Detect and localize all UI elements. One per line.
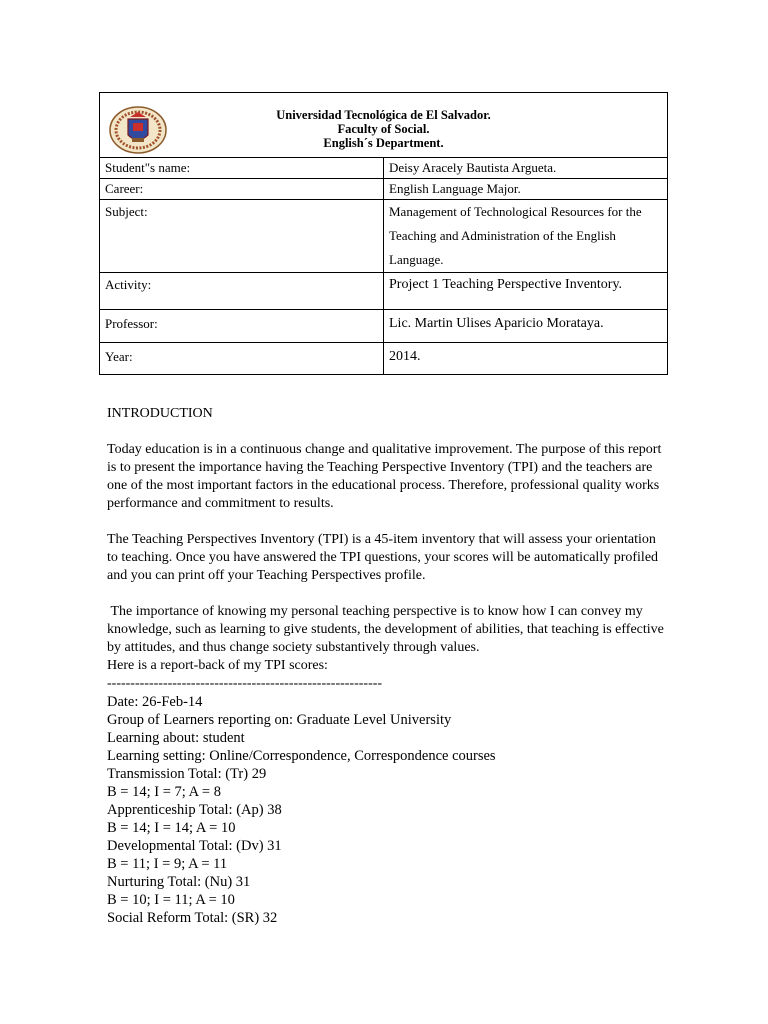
report-intro: Here is a report-back of my TPI scores: xyxy=(107,658,328,673)
activity-value: Project 1 Teaching Perspective Inventory. xyxy=(384,273,668,310)
row-label: Career: xyxy=(100,179,384,200)
year-value: 2014. xyxy=(384,343,668,375)
list-item: B = 11; I = 9; A = 11 xyxy=(107,856,228,872)
list-item: B = 14; I = 14; A = 10 xyxy=(107,820,236,836)
list-item: Nurturing Total: (Nu) 31 xyxy=(107,874,251,890)
row-label: Activity: xyxy=(100,273,384,310)
list-item: Group of Learners reporting on: Graduate Level University xyxy=(107,712,452,728)
table-row xyxy=(100,343,668,375)
list-item: Social Reform Total: (SR) 32 xyxy=(107,910,278,926)
row-label: Professor: xyxy=(100,310,384,343)
list-item: B = 14; I = 7; A = 8 xyxy=(107,784,221,800)
row-label: Student"s name: xyxy=(100,158,384,179)
list-item: Date: 26-Feb-14 xyxy=(107,694,203,710)
student-name-value: Deisy Aracely Bautista Argueta. xyxy=(384,158,668,179)
score-list xyxy=(107,693,667,927)
paragraph: Today education is in a continuous change and qualitative improvement. The purpose of this report is to present the importance having the Teaching Perspective Inventory (TPI) and the teachers are one of the most important factors in the educational process. Therefore, professional quality works performance and commitment to results. xyxy=(107,442,662,511)
faculty-name: Faculty of Social. xyxy=(337,122,430,136)
university-name: Universidad Tecnológica de El Salvador. xyxy=(276,108,491,122)
table-row xyxy=(100,158,668,179)
table-row xyxy=(100,179,668,200)
table-row xyxy=(100,310,668,343)
table-row xyxy=(100,273,668,310)
professor-value: Lic. Martin Ulises Aparicio Morataya. xyxy=(384,310,668,343)
document-body xyxy=(107,405,667,927)
divider-line: ----------------------------------------------------------- xyxy=(107,676,383,691)
table-row xyxy=(100,200,668,273)
paragraph: The Teaching Perspectives Inventory (TPI) is a 45-item inventory that will assess your orientation to teaching. Once you have answered the TPI questions, your scores will be automatically profiled and you can print off your Teaching Perspectives profile. xyxy=(107,532,659,583)
header-cell xyxy=(100,93,668,158)
list-item: B = 10; I = 11; A = 10 xyxy=(107,892,235,908)
subject-value: Management of Technological Resources for the Teaching and Administration of the English Language. xyxy=(384,200,668,273)
department-name: English´s Department. xyxy=(323,136,444,150)
paragraph: The importance of knowing my personal teaching perspective is to know how I can convey my knowledge, such as learning to give students, the development of abilities, that teaching is effective by attitudes, and thus change society substantively through values. xyxy=(107,604,668,655)
list-item: Apprenticeship Total: (Ap) 38 xyxy=(107,802,282,818)
cover-info-table xyxy=(99,92,668,375)
list-item: Developmental Total: (Dv) 31 xyxy=(107,838,282,854)
row-label: Year: xyxy=(100,343,384,375)
list-item: Learning about: student xyxy=(107,730,245,746)
list-item: Transmission Total: (Tr) 29 xyxy=(107,766,267,782)
row-label: Subject: xyxy=(100,200,384,273)
career-value: English Language Major. xyxy=(384,179,668,200)
list-item: Learning setting: Online/Correspondence, Correspondence courses xyxy=(107,748,496,764)
section-heading: INTRODUCTION xyxy=(107,406,213,421)
